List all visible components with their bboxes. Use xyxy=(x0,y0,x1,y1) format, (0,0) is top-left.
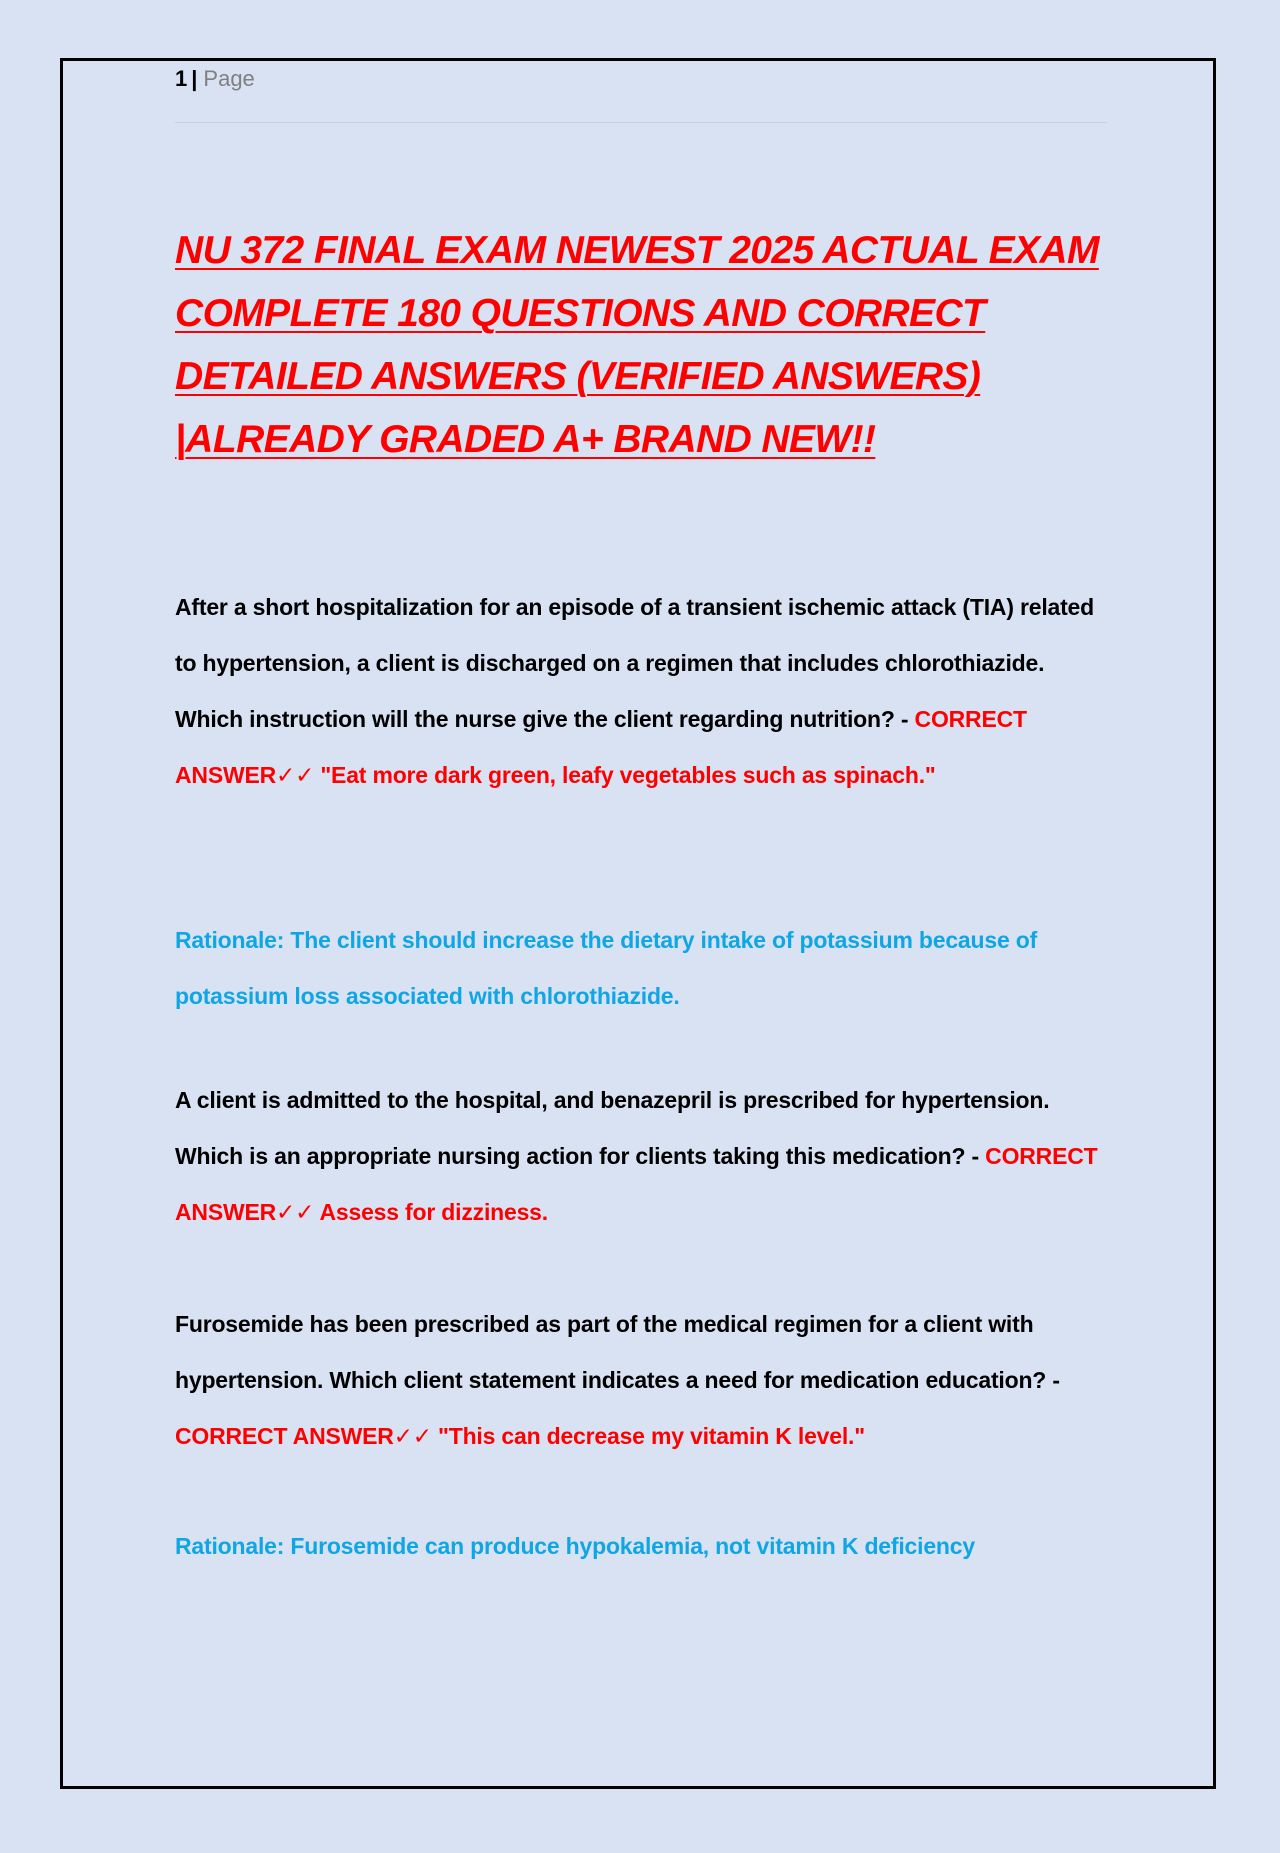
page-number: 1 xyxy=(175,66,188,91)
page-header xyxy=(175,64,255,94)
question-1 xyxy=(175,579,1110,803)
question-1-text: After a short hospitalization for an episode of a transient ischemic attack (TIA) related to hypertension, a client is discharged on a regimen that includes chlorothiazide. Which instruction will the nurse give the client regarding nutrition? - xyxy=(175,594,1095,732)
question-2-text: A client is admitted to the hospital, and benazepril is prescribed for hypertension. Which is an appropriate nursing action for clients taking this medication? - xyxy=(175,1087,1050,1169)
header-divider xyxy=(175,122,1107,123)
question-2-answer: CORRECT ANSWER✓✓ Assess for dizziness. xyxy=(175,1143,1098,1225)
page-separator: | xyxy=(191,66,198,91)
question-3-text: Furosemide has been prescribed as part of the medical regimen for a client with hypertension. Which client statement indicates a need for medication education? - xyxy=(175,1311,1060,1393)
question-3-answer: CORRECT ANSWER✓✓ "This can decrease my vitamin K level." xyxy=(175,1423,865,1449)
question-3 xyxy=(175,1296,1110,1464)
document-title: NU 372 FINAL EXAM NEWEST 2025 ACTUAL EXAM COMPLETE 180 QUESTIONS AND CORRECT DETAILED ANSWERS (VERIFIED ANSWERS) |ALREADY GRADED A+ BRAND NEW!! xyxy=(175,229,1099,461)
question-1-rationale: Rationale: The client should increase the dietary intake of potassium because of potassium loss associated with chlorothiazide. xyxy=(175,927,1038,1009)
page-label: Page xyxy=(203,66,255,91)
question-2 xyxy=(175,1072,1110,1240)
question-1-answer: CORRECT ANSWER✓✓ "Eat more dark green, leafy vegetables such as spinach." xyxy=(175,706,1027,788)
question-3-rationale: Rationale: Furosemide can produce hypokalemia, not vitamin K deficiency xyxy=(175,1533,975,1559)
